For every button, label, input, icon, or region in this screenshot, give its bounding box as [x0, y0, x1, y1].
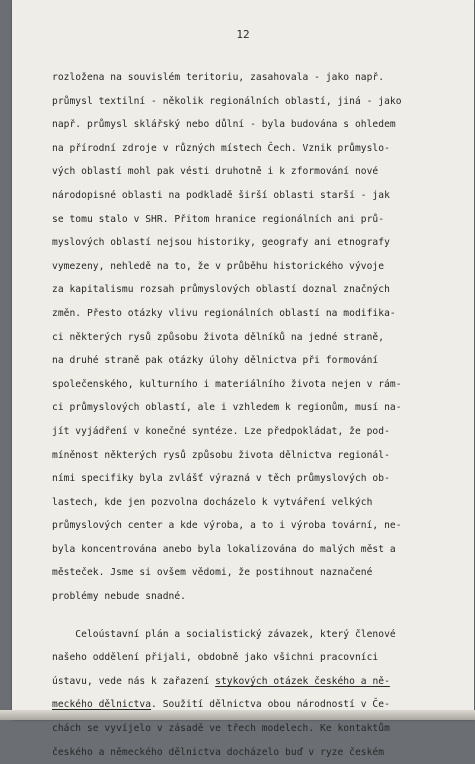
text-line: na přírodní zdroje v různých místech Čech. Vznik průmyslo-: [52, 142, 390, 154]
text-line: lastech, kde jen pozvolna docházelo k vytváření velkých: [52, 496, 373, 508]
text-line: míněnost některých rysů způsobu života dělnictva regionál-: [52, 449, 390, 461]
text-line: na druhé straně pak otázky úlohy dělnictva při formování: [52, 355, 379, 367]
text-line: průmyslových center a kde výroba, a to i výroba tovární, ne-: [52, 520, 402, 532]
text-line: vých oblastí mohl pak vésti druhotně i k zformování nové: [52, 166, 379, 178]
text-line: se tomu stalo v SHR. Přitom hranice regionálních ani prů-: [52, 213, 385, 225]
text-line: změn. Přesto otázky vlivu regionálních oblastí na modifika-: [52, 307, 396, 319]
text-line: společenského, kulturního i materiálního života nejen v rám-: [52, 378, 402, 390]
page-stack-edge: [0, 710, 475, 720]
text-line: jít vyjádření v konečné syntéze. Lze předpokládat, že pod-: [52, 425, 390, 437]
underlined-phrase: stykových otázek českého a ně-: [215, 675, 390, 687]
text-line: chách se vyvíjelo v zásadě ve třech modelech. Ke kontaktům: [52, 723, 390, 735]
text-line: problémy nebude snadné.: [52, 591, 186, 603]
text-line: průmysl textilní - několik regionálních oblastí, jiná - jako: [52, 95, 402, 107]
text-line: vymezeny, nehledě na to, že v průběhu historického vývoje: [52, 260, 385, 272]
page-number: 12: [236, 28, 250, 41]
text-line: Celoústavní plán a socialistický závazek, který členové: [52, 628, 396, 640]
paragraph-gap: [52, 609, 457, 623]
text-line: městeček. Jsme si ovšem vědomi, že postihnout naznačené: [52, 567, 373, 579]
text-line: českého a německého dělnictva docházelo buď v ryze českém: [52, 746, 385, 758]
paragraph-2: [52, 623, 457, 764]
paragraph-1: [52, 66, 457, 609]
text-line: národopisné oblasti na podkladě širší oblasti starší - jak: [52, 189, 390, 201]
text-line: rozložena na souvislém teritoriu, zasahovala - jako např.: [52, 72, 385, 83]
text-line: ci průmyslových oblastí, ale i vzhledem k regionům, musí na-: [52, 402, 402, 414]
text-line: např. průmysl sklářský nebo důlní - byla budována s ohledem: [52, 119, 396, 131]
text-line: ními specifiky byla zvlášť výrazná v těch průmyslových ob-: [52, 473, 390, 485]
text-line: za kapitalismu rozsah průmyslových oblastí doznal značných: [52, 284, 390, 296]
text-segment: . Soužití dělnictva obou národností v Če-: [151, 699, 390, 711]
text-line: ci některých rysů způsobu života dělníků na jedné straně,: [52, 331, 385, 343]
text-line: našeho oddělení přijali, obdobně jako všichni pracovníci: [52, 652, 379, 664]
text-line: byla koncentrována anebo byla lokalizována do malých měst a: [52, 543, 396, 555]
document-page: [12, 0, 474, 758]
text-line: [52, 670, 457, 694]
text-segment: ústavu, vede nás k zařazení: [52, 675, 216, 687]
text-line: myslových oblastí nejsou historiky, geografy ani etnografy: [52, 237, 390, 249]
underlined-phrase: meckého dělnictva: [52, 699, 152, 711]
body-text: [52, 66, 457, 764]
